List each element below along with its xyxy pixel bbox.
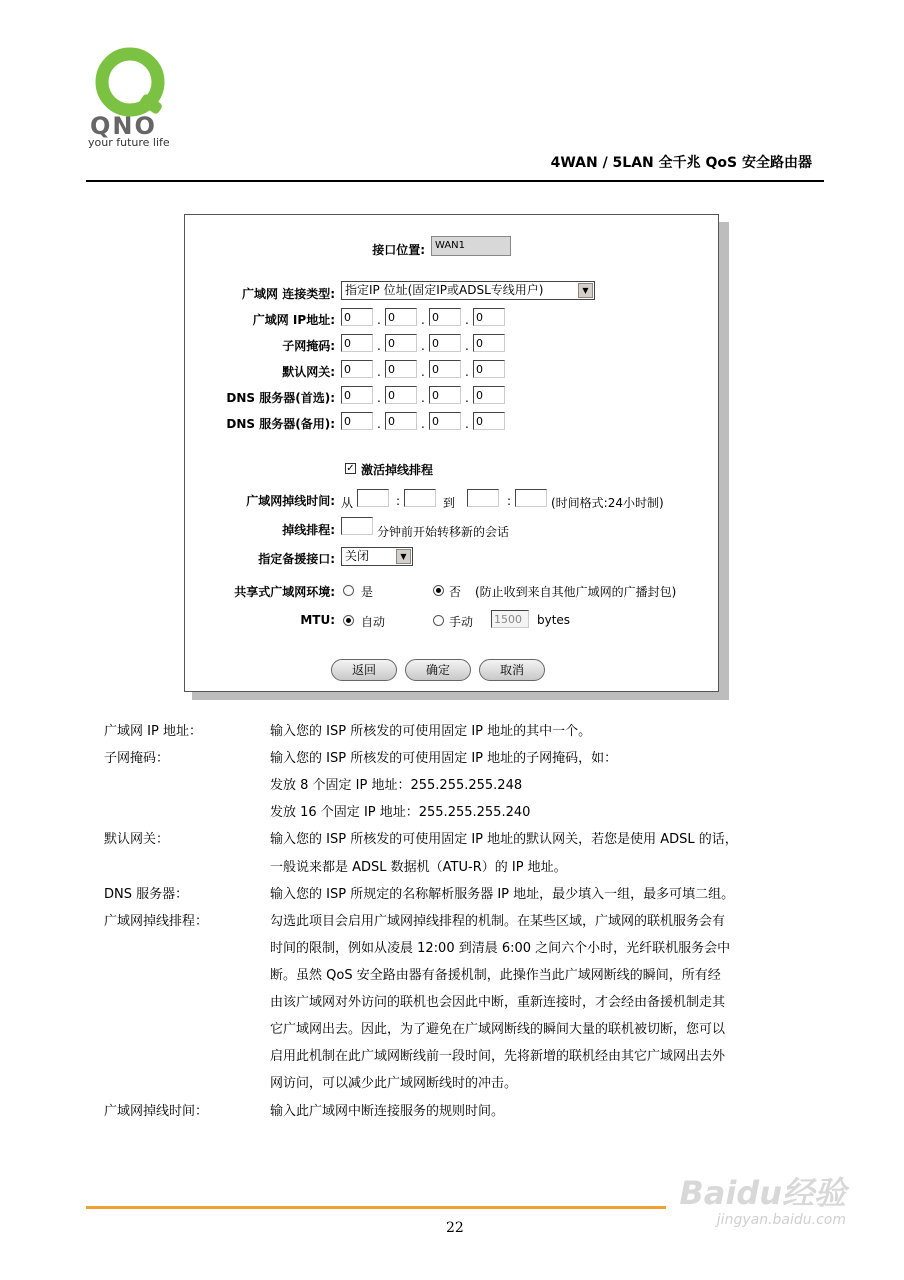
desc-schedule-line: 它广域网出去。因此，为了避免在广域网断线的瞬间大量的联机被切断，您可以 (270, 1022, 726, 1037)
desc-schedule-label: 广域网掉线排程： (104, 914, 209, 929)
gateway-octet-1[interactable]: 0 (341, 360, 373, 378)
dns1-label: DNS 服务器(首选): (226, 391, 335, 405)
schedule-minutes-input[interactable] (341, 517, 373, 535)
dns1-octet-1[interactable]: 0 (341, 386, 373, 404)
shared-yes-label: 是 (361, 585, 374, 599)
mtu-value-input[interactable]: 1500 (491, 610, 529, 628)
dot: . (421, 391, 425, 405)
schedule-hint: 分钟前开始转移新的会话 (377, 525, 510, 539)
dot: . (377, 339, 381, 353)
mtu-label: MTU: (300, 613, 335, 627)
mtu-manual-radio[interactable] (433, 615, 444, 626)
logo-tagline: your future life (88, 136, 170, 149)
subnet-octet-2[interactable]: 0 (385, 334, 417, 352)
from-text: 从 (341, 496, 354, 510)
interface-label: 接口位置: (372, 243, 425, 257)
header-divider (86, 180, 824, 182)
desc-wanip-label: 广域网 IP 地址： (104, 724, 202, 739)
desc-subnet-text: 输入您的 ISP 所核发的可使用固定 IP 地址的子网掩码，如： (270, 751, 618, 766)
subnet-octet-1[interactable]: 0 (341, 334, 373, 352)
to-hour-input[interactable] (467, 489, 499, 507)
shared-yes-radio[interactable] (343, 585, 354, 596)
to-minute-input[interactable] (515, 489, 547, 507)
ok-button[interactable]: 确定 (405, 659, 471, 681)
desc-schedule-line: 启用此机制在此广域网断线前一段时间，先将新增的联机经由其它广域网出去外 (270, 1049, 726, 1064)
wan-ip-octet-2[interactable]: 0 (385, 308, 417, 326)
dot: . (465, 365, 469, 379)
conn-type-label: 广域网 连接类型: (242, 287, 335, 301)
desc-schedule-line: 断。虽然 QoS 安全路由器有备援机制，此操作当此广域网断线的瞬间，所有经 (270, 968, 721, 983)
gateway-octet-2[interactable]: 0 (385, 360, 417, 378)
dns2-label: DNS 服务器(备用): (226, 417, 335, 431)
time-format-hint: (时间格式:24小时制) (551, 496, 664, 510)
conn-type-value: 指定IP 位址(固定IP或ADSL专线用户) (345, 283, 544, 297)
schedule-label: 掉线排程: (282, 523, 335, 537)
to-text: 到 (443, 496, 456, 510)
desc-dns-label: DNS 服务器： (104, 887, 189, 902)
wan-settings-panel (184, 214, 719, 692)
desc-gateway-label: 默认网关： (104, 832, 170, 847)
desc-droptime-text: 输入此广域网中断连接服务的规则时间。 (270, 1104, 505, 1119)
desc-wanip-text: 输入您的 ISP 所核发的可使用固定 IP 地址的其中一个。 (270, 724, 592, 739)
dns1-octet-4[interactable]: 0 (473, 386, 505, 404)
from-minute-input[interactable] (404, 489, 436, 507)
activate-schedule-label: 激活掉线排程 (361, 463, 434, 477)
desc-gateway-text-2: 一般说来都是 ADSL 数据机（ATU-R）的 IP 地址。 (270, 860, 567, 875)
dot: . (465, 391, 469, 405)
desc-schedule-line: 网访问，可以减少此广域网断线时的冲击。 (270, 1076, 518, 1091)
desc-schedule-line: 勾选此项目会启用广域网掉线排程的机制。在某些区域，广域网的联机服务会有 (270, 914, 726, 929)
desc-gateway-text-1: 输入您的 ISP 所核发的可使用固定 IP 地址的默认网关，若您是使用 ADSL 的话， (270, 832, 738, 847)
desc-schedule-line: 由该广域网对外访问的联机也会因此中断，重新连接时，才会经由备援机制走其 (270, 995, 726, 1010)
desc-subnet-example-2: 发放 16 个固定 IP 地址：255.255.255.240 (270, 805, 531, 820)
wan-ip-label: 广域网 IP地址: (252, 313, 335, 327)
footer-divider (86, 1206, 666, 1209)
dot: . (377, 417, 381, 431)
subnet-octet-3[interactable]: 0 (429, 334, 461, 352)
dot: . (421, 365, 425, 379)
mtu-manual-label: 手动 (449, 615, 474, 629)
backup-label: 指定备援接口: (258, 552, 335, 566)
interface-value: WAN1 (431, 236, 511, 256)
mtu-bytes-unit: bytes (537, 613, 571, 627)
mtu-auto-label: 自动 (361, 615, 386, 629)
baidu-watermark: Baidu经验 (679, 1174, 846, 1212)
colon-text: : (396, 494, 401, 508)
dot: . (377, 365, 381, 379)
subnet-label: 子网掩码: (282, 339, 335, 353)
wan-ip-octet-3[interactable]: 0 (429, 308, 461, 326)
back-button[interactable]: 返回 (331, 659, 397, 681)
document-title: 4WAN / 5LAN 全千兆 QoS 安全路由器 (550, 155, 812, 171)
shared-wan-label: 共享式广域网环境: (234, 585, 335, 599)
wan-ip-octet-4[interactable]: 0 (473, 308, 505, 326)
backup-value: 关闭 (345, 549, 370, 563)
desc-schedule-line: 时间的限制，例如从凌晨 12:00 到清晨 6:00 之间六个小时，光纤联机服务会中 (270, 941, 731, 956)
dns2-octet-2[interactable]: 0 (385, 412, 417, 430)
gateway-octet-3[interactable]: 0 (429, 360, 461, 378)
dns1-octet-3[interactable]: 0 (429, 386, 461, 404)
shared-no-radio[interactable] (433, 585, 444, 596)
dot: . (421, 313, 425, 327)
chevron-down-icon: ▼ (578, 283, 593, 298)
from-hour-input[interactable] (357, 489, 389, 507)
dot: . (421, 417, 425, 431)
shared-no-label: 否 (449, 585, 462, 599)
mtu-auto-radio[interactable] (343, 615, 354, 626)
conn-type-select[interactable] (341, 281, 595, 300)
subnet-octet-4[interactable]: 0 (473, 334, 505, 352)
page-number: 22 (446, 1220, 464, 1236)
gateway-octet-4[interactable]: 0 (473, 360, 505, 378)
gateway-label: 默认网关: (282, 365, 335, 379)
desc-droptime-label: 广域网掉线时间： (104, 1104, 209, 1119)
dot: . (465, 339, 469, 353)
desc-subnet-label: 子网掩码： (104, 751, 170, 766)
logo-text: QNO (90, 112, 157, 140)
drop-time-label: 广域网掉线时间: (246, 494, 335, 508)
dns2-octet-3[interactable]: 0 (429, 412, 461, 430)
dot: . (377, 391, 381, 405)
dot: . (377, 313, 381, 327)
baidu-watermark-url: jingyan.baidu.com (716, 1212, 846, 1228)
dot: . (465, 313, 469, 327)
activate-schedule-checkbox[interactable]: ✓ (346, 463, 355, 474)
desc-subnet-example-1: 发放 8 个固定 IP 地址：255.255.255.248 (270, 778, 523, 793)
colon-text: : (507, 494, 512, 508)
dns2-octet-4[interactable]: 0 (473, 412, 505, 430)
dot: . (421, 339, 425, 353)
shared-no-hint: (防止收到来自其他广域网的广播封包) (475, 585, 677, 599)
cancel-button[interactable]: 取消 (479, 659, 545, 681)
backup-interface-select[interactable] (341, 547, 413, 566)
dns2-octet-1[interactable]: 0 (341, 412, 373, 430)
dns1-octet-2[interactable]: 0 (385, 386, 417, 404)
chevron-down-icon: ▼ (396, 549, 411, 564)
wan-ip-octet-1[interactable]: 0 (341, 308, 373, 326)
dot: . (465, 417, 469, 431)
desc-dns-text: 输入您的 ISP 所规定的名称解析服务器 IP 地址，最少填入一组，最多可填二组。 (270, 887, 735, 902)
